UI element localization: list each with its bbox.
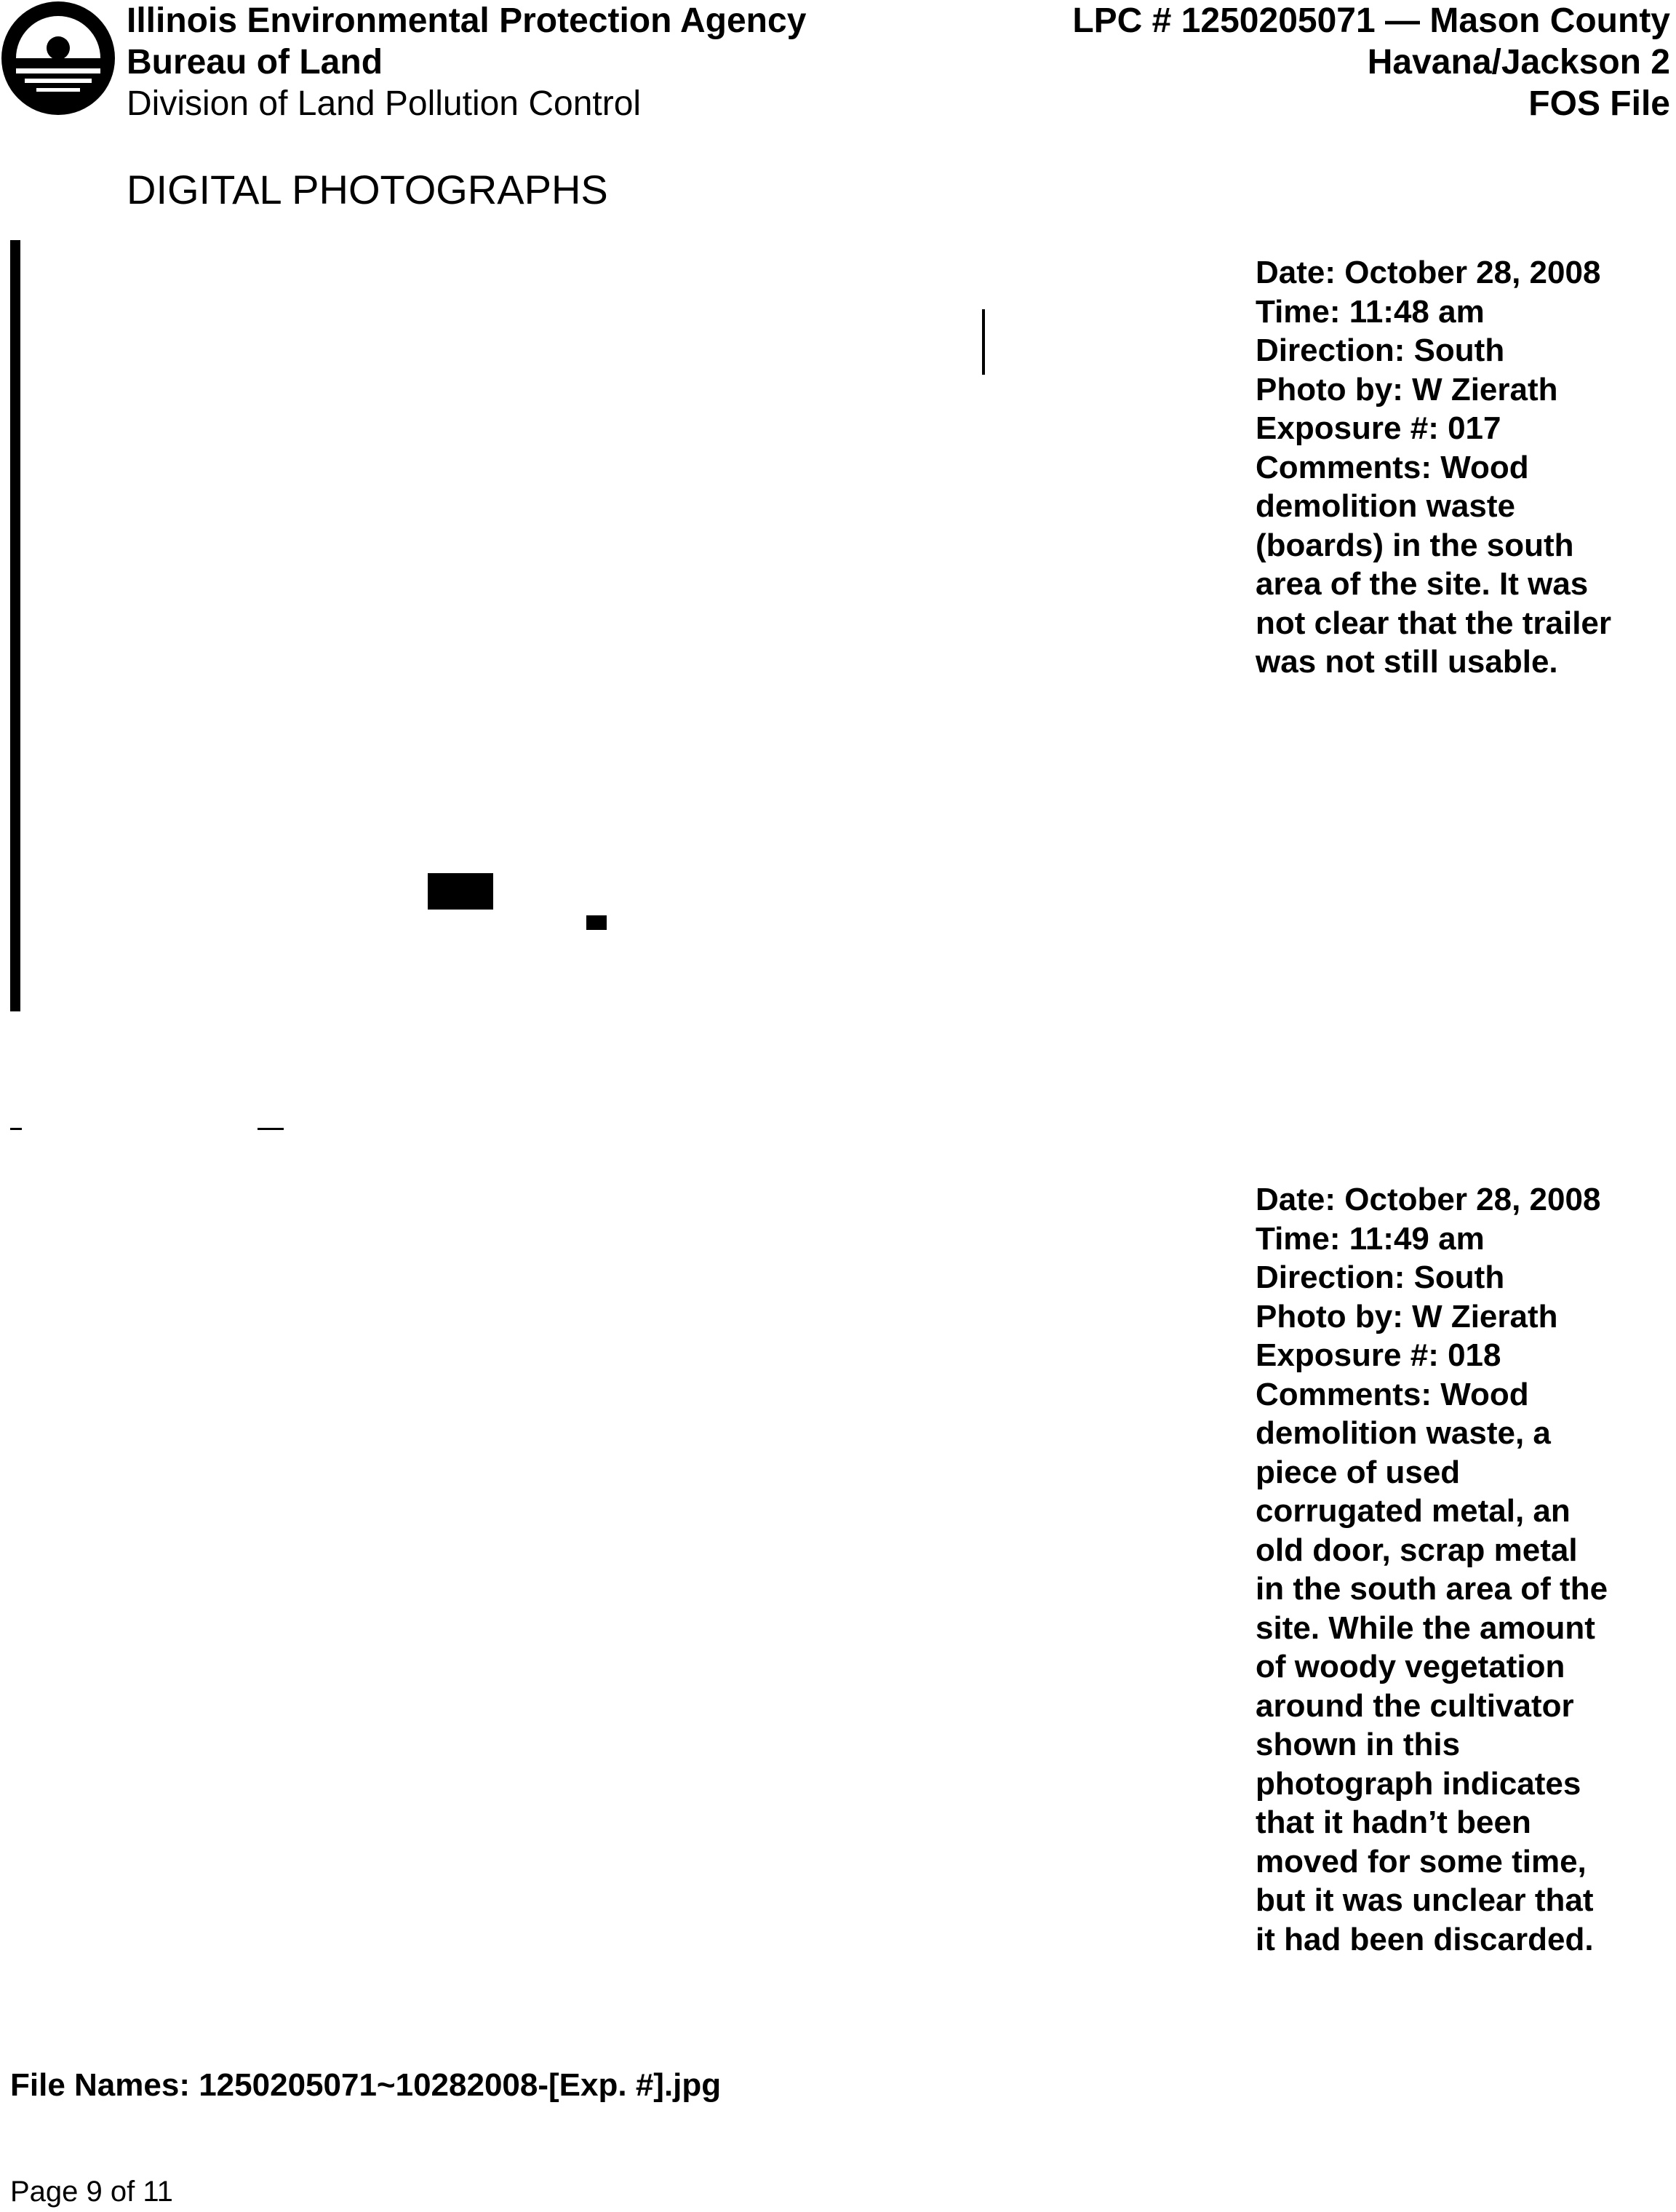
- photo-1-caption: [1256, 253, 1663, 682]
- photo-1-speck: [428, 873, 493, 910]
- caption-direction: Direction: South: [1256, 333, 1505, 368]
- photo-divider-mark: [10, 1128, 22, 1130]
- caption-comment-line: that it hadn’t been: [1256, 1805, 1531, 1840]
- photo-1-mark: [982, 309, 985, 375]
- caption-comment-line: it had been discarded.: [1256, 1921, 1594, 1957]
- caption-comment-line: was not still usable.: [1256, 644, 1558, 680]
- caption-comment-line: old door, scrap metal: [1256, 1532, 1578, 1568]
- photo-2-caption: [1256, 1180, 1663, 1959]
- agency-name: Illinois Environmental Protection Agency: [127, 1, 807, 40]
- caption-exposure: Exposure #: 017: [1256, 410, 1501, 446]
- caption-direction: Direction: South: [1256, 1260, 1505, 1295]
- division-name: Division of Land Pollution Control: [127, 84, 642, 123]
- photo-2: [0, 1135, 1229, 1972]
- file-names: File Names: 1250205071~10282008-[Exp. #].jpg: [10, 2067, 722, 2103]
- bureau-name: Bureau of Land: [127, 43, 383, 81]
- caption-comment-line: not clear that the trailer: [1256, 605, 1612, 641]
- lpc-header: [1072, 0, 1670, 124]
- caption-comment-line: Comments: Wood: [1256, 1376, 1529, 1412]
- caption-comment-line: site. While the amount: [1256, 1610, 1595, 1646]
- caption-comment-line: in the south area of the: [1256, 1571, 1608, 1607]
- document-title: DIGITAL PHOTOGRAPHS: [127, 167, 608, 212]
- caption-comment-line: demolition waste: [1256, 488, 1515, 524]
- caption-comment-line: Comments: Wood: [1256, 449, 1529, 485]
- photo-1-speck: [586, 915, 607, 930]
- caption-comment-line: shown in this: [1256, 1727, 1461, 1762]
- caption-comment-line: moved for some time,: [1256, 1843, 1587, 1879]
- caption-photographer: Photo by: W Zierath: [1256, 1298, 1558, 1334]
- file-type: FOS File: [1528, 84, 1670, 123]
- caption-comment-line: area of the site. It was: [1256, 566, 1589, 602]
- iepa-logo-icon: [0, 0, 116, 116]
- caption-time: Time: 11:49 am: [1256, 1220, 1485, 1257]
- caption-photographer: Photo by: W Zierath: [1256, 371, 1558, 407]
- caption-comment-line: photograph indicates: [1256, 1765, 1581, 1802]
- agency-header: [127, 0, 806, 124]
- caption-comment-line: piece of used: [1256, 1454, 1461, 1490]
- caption-time: Time: 11:48 am: [1256, 293, 1485, 330]
- caption-comment-line: of woody vegetation: [1256, 1649, 1565, 1684]
- caption-comment-line: demolition waste, a: [1256, 1415, 1551, 1451]
- caption-comment-line: (boards) in the south: [1256, 527, 1574, 563]
- caption-comment-line: around the cultivator: [1256, 1687, 1574, 1724]
- caption-date: Date: October 28, 2008: [1256, 255, 1601, 290]
- caption-exposure: Exposure #: 018: [1256, 1337, 1501, 1373]
- lpc-number: LPC # 1250205071 — Mason County: [1072, 1, 1670, 40]
- site-name: Havana/Jackson 2: [1367, 43, 1670, 81]
- caption-comment-line: corrugated metal, an: [1256, 1493, 1571, 1529]
- photo-1-edge: [10, 240, 20, 1011]
- photo-divider-mark: [258, 1128, 284, 1130]
- caption-date: Date: October 28, 2008: [1256, 1182, 1601, 1217]
- caption-comment-line: but it was unclear that: [1256, 1882, 1594, 1918]
- photo-1: [0, 218, 1229, 1019]
- page-number: Page 9 of 11: [10, 2176, 173, 2208]
